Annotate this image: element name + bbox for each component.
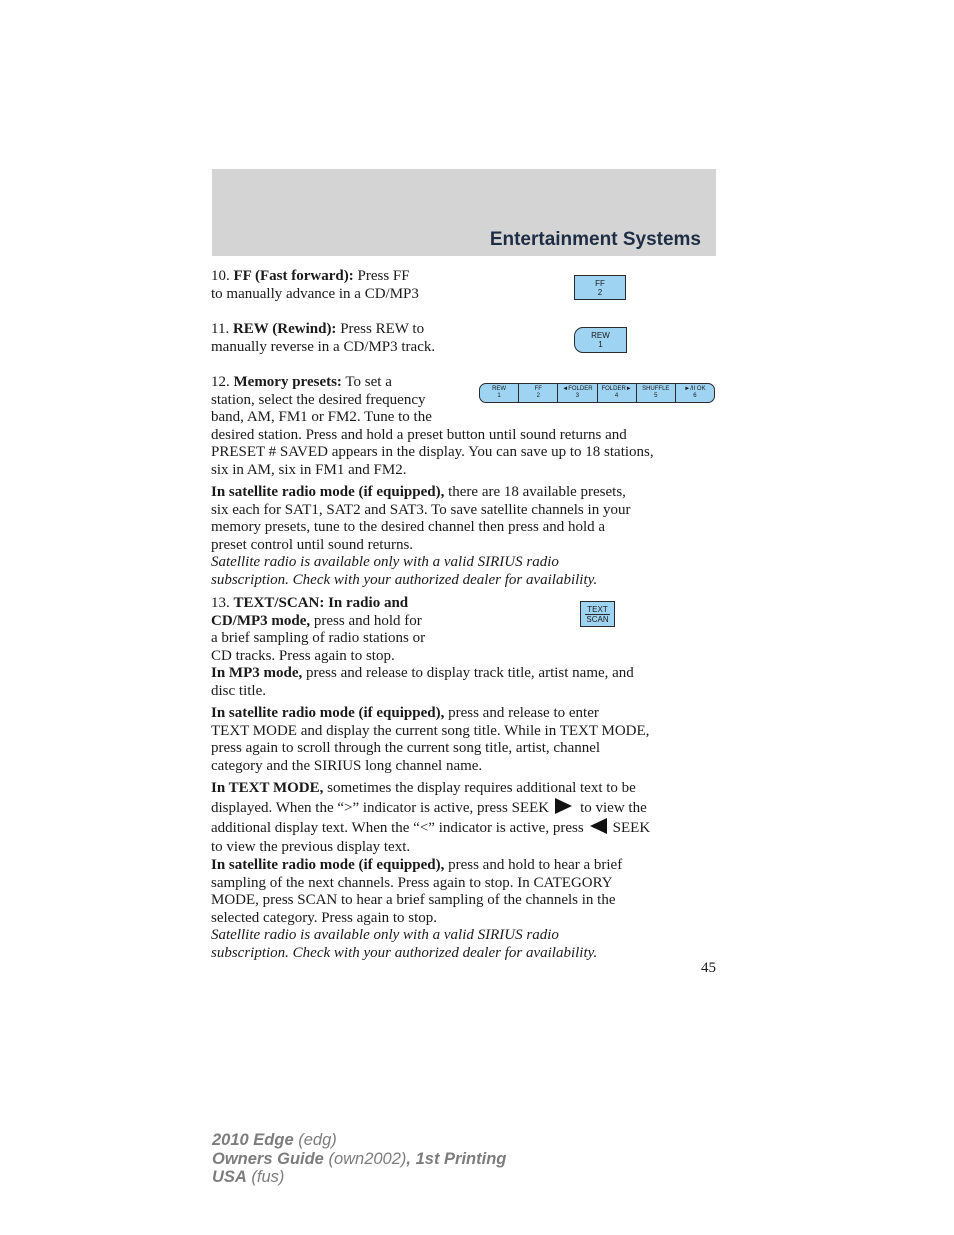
term: Memory presets: — [233, 374, 342, 390]
preset-number: 4 — [614, 393, 619, 399]
text: press and release to enter — [444, 705, 599, 721]
term: In satellite radio mode (if equipped), — [211, 857, 445, 873]
ff-paragraph — [211, 268, 419, 303]
preset-number: 3 — [575, 393, 580, 399]
preset-cell-2 — [519, 384, 558, 402]
header-band — [212, 169, 716, 256]
text: sampling of the next channels. Press again to stop. In CATEGORY — [211, 874, 613, 891]
text: there are 18 available presets, — [444, 484, 626, 500]
text: category and the SIRIUS long channel name. — [211, 757, 483, 774]
text: press and release to display track title, artist name, and — [302, 665, 634, 681]
footer-printing: , 1st Printing — [406, 1149, 507, 1168]
ff-button-illustration — [574, 275, 626, 300]
text: Press REW to — [336, 321, 425, 337]
preset-number: 6 — [693, 393, 697, 399]
textscan-paragraph — [211, 595, 634, 700]
preset-number: 1 — [497, 393, 501, 399]
button-label: SCAN — [586, 614, 609, 624]
item-number: 10. — [211, 268, 230, 284]
sat-presets-paragraph — [211, 484, 630, 589]
preset-number: 5 — [654, 393, 658, 399]
preset-label: FF — [534, 386, 542, 392]
availability-note: Satellite radio is available only with a valid SIRIUS radio — [211, 927, 559, 943]
preset-cell-5 — [637, 384, 676, 402]
preset-cell-3 — [558, 384, 597, 402]
rew-button-illustration — [574, 327, 627, 353]
footer-model: 2010 Edge — [212, 1131, 294, 1149]
preset-label: FOLDER► — [601, 386, 632, 392]
text: TEXT MODE and display the current song title. While in TEXT MODE, — [211, 722, 650, 739]
textscan-button-illustration — [580, 601, 615, 627]
availability-note: Satellite radio is available only with a valid SIRIUS radio — [211, 554, 559, 570]
footer-code: (fus) — [246, 1168, 285, 1186]
text: press and hold for — [310, 612, 422, 629]
button-label: REW — [591, 331, 610, 340]
footer-code: (own2002) — [323, 1149, 407, 1168]
text: selected category. Press again to stop. — [211, 909, 438, 926]
text: sometimes the display requires additional text to be — [323, 780, 636, 796]
text: to view the — [580, 800, 647, 816]
text: memory presets, tune to the desired channel then press and hold a — [211, 519, 606, 535]
footer-region: USA — [212, 1168, 247, 1186]
term: TEXT/SCAN: In radio and — [233, 595, 409, 611]
text: additional display text. When the “<” indicator is active, press — [211, 820, 584, 836]
section-title: Entertainment Systems — [489, 229, 701, 250]
term: In satellite radio mode (if equipped), — [211, 705, 445, 721]
text: band, AM, FM1 or FM2. Tune to the — [211, 409, 432, 425]
text: preset control until sound returns. — [211, 536, 414, 553]
text: MODE, press SCAN to hear a brief sampling of the channels in the — [211, 892, 616, 908]
seek-left-icon — [590, 818, 607, 834]
item-number: 11. — [211, 321, 230, 337]
preset-label: ►/II OK — [684, 386, 706, 392]
text: press and hold to hear a brief — [444, 857, 623, 873]
button-number: 1 — [598, 340, 603, 349]
text: to manually advance in a CD/MP3 — [211, 285, 419, 302]
text: SEEK — [612, 820, 651, 836]
preset-cell-1 — [480, 384, 519, 402]
text: desired station. Press and hold a preset button until sound returns and — [211, 426, 627, 443]
item-number: 13. — [211, 595, 230, 611]
page-number: 45 — [701, 960, 716, 976]
button-label: FF — [595, 278, 605, 288]
text: CD tracks. Press again to stop. — [211, 647, 395, 664]
availability-note: subscription. Check with your authorized dealer for availability. — [211, 944, 598, 961]
text: to view the previous display text. — [211, 839, 411, 855]
text: PRESET # SAVED appears in the display. You can save up to 18 stations, — [211, 444, 654, 460]
term: REW (Rewind): — [232, 321, 337, 337]
text: station, select the desired frequency — [211, 391, 426, 408]
preset-label: REW — [492, 386, 507, 392]
term: In TEXT MODE, — [211, 780, 324, 796]
text: manually reverse in a CD/MP3 track. — [211, 338, 436, 355]
text: six each for SAT1, SAT2 and SAT3. To save satellite channels in your — [211, 501, 631, 518]
preset-number: 2 — [536, 393, 540, 399]
term: In satellite radio mode (if equipped), — [211, 484, 445, 500]
text: To set a — [341, 374, 392, 390]
button-number: 2 — [597, 287, 603, 297]
footer-guide: Owners Guide — [212, 1149, 324, 1168]
text: a brief sampling of radio stations or — [211, 630, 426, 646]
preset-cell-4 — [598, 384, 637, 402]
preset-buttons-illustration — [479, 383, 715, 403]
preset-cell-6 — [676, 384, 714, 402]
preset-label: ◄FOLDER — [562, 386, 593, 392]
text: Press FF — [353, 268, 410, 284]
button-label: TEXT — [587, 604, 608, 614]
availability-note: subscription. Check with your authorized dealer for availability. — [211, 571, 598, 588]
rew-paragraph — [211, 321, 435, 356]
preset-label: SHUFFLE — [642, 386, 670, 392]
text: press again to scroll through the current song title, artist, channel — [211, 740, 601, 756]
text-mode-paragraph — [211, 779, 650, 857]
sat-text-paragraph — [211, 705, 649, 775]
footer — [212, 1131, 506, 1187]
text: disc title. — [211, 682, 266, 699]
text: six in AM, six in FM1 and FM2. — [211, 461, 407, 478]
text: displayed. When the “>” indicator is active, press SEEK — [211, 800, 550, 816]
footer-code: (edg) — [293, 1131, 337, 1149]
item-number: 12. — [211, 374, 230, 390]
sat-scan-paragraph — [211, 857, 622, 962]
seek-right-icon — [555, 798, 572, 814]
term: CD/MP3 mode, — [211, 612, 311, 629]
term: FF (Fast forward): — [233, 268, 354, 284]
term: In MP3 mode, — [211, 665, 303, 681]
